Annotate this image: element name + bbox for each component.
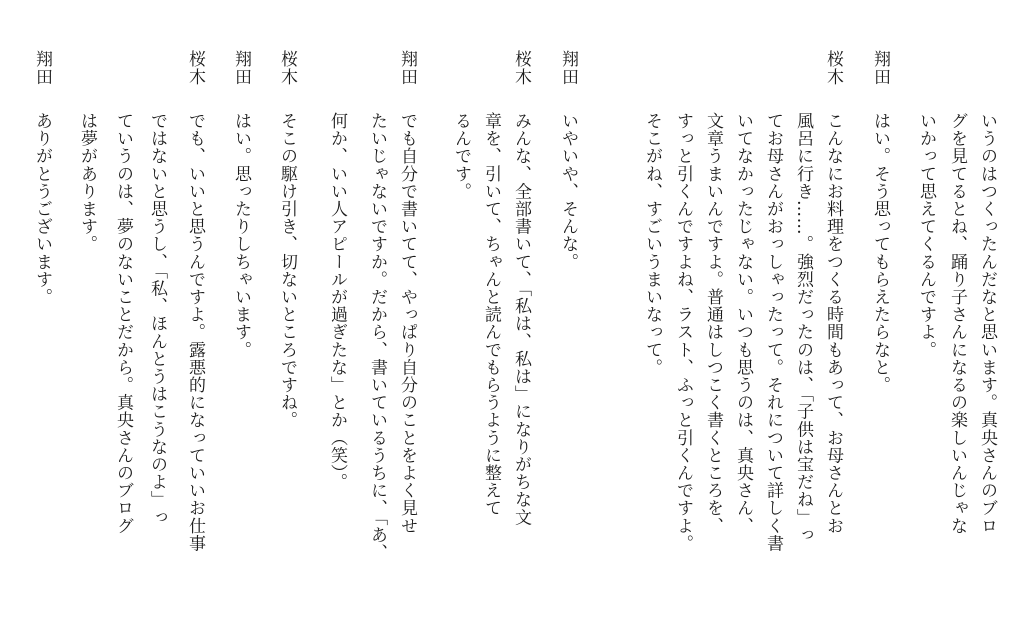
text-column — [698, 0, 728, 640]
text-column — [728, 0, 758, 640]
dialogue-line: てお母さんがおっしゃったって。それについて詳しく書 — [763, 112, 783, 552]
dialogue-line: でも、いいと思うんですよ。露悪的になっていいお仕事 — [185, 112, 205, 552]
text-column — [506, 0, 536, 640]
dialogue-line: でも自分で書いてて、やっぱり自分のことをよく見せ — [397, 112, 417, 535]
speaker-name: 翔田 — [558, 50, 578, 86]
dialogue-line: ありがとうございます。 — [32, 112, 52, 306]
dialogue-line: こんなにお料理をつくる時間もあって、お母さんとお — [823, 112, 843, 535]
text-column — [108, 0, 138, 640]
text-column — [553, 0, 583, 640]
dialogue-line: 章を、引いて、ちゃんと読んでもらうように整えて — [481, 112, 501, 517]
dialogue-line: そこの駆け引き、切ないところですね。 — [277, 112, 297, 429]
dialogue-line: みんな、全部書いて、「私は、私は」になりがちな文 — [511, 112, 531, 526]
text-column — [972, 0, 1002, 640]
text-column — [865, 0, 895, 640]
dialogue-line: いうのはつくったんだなと思います。真央さんのブロ — [977, 112, 997, 535]
speaker-name: 桜木 — [277, 50, 297, 86]
dialogue-line: そこがね、すごいうまいなって。 — [642, 112, 662, 376]
dialogue-line: は夢があります。 — [77, 112, 97, 253]
text-column — [0, 0, 16, 640]
text-column — [942, 0, 972, 640]
text-column — [142, 0, 172, 640]
speaker-name: 翔田 — [397, 50, 417, 86]
dialogue-line: いかって思えてくるんですよ。 — [916, 112, 936, 359]
text-column — [226, 0, 256, 640]
dialogue-line: 何か、いい人アピールが過ぎたな」とか（笑）。 — [327, 112, 347, 491]
dialogue-line: いてなかったじゃない。いつも思うのは、真央さん、 — [733, 112, 753, 535]
speaker-name: 翔田 — [231, 50, 251, 86]
text-column — [27, 0, 57, 640]
text-column — [272, 0, 302, 640]
text-column — [788, 0, 818, 640]
speaker-name: 桜木 — [511, 50, 531, 86]
speaker-name: 桜木 — [823, 50, 843, 86]
text-column — [911, 0, 941, 640]
text-column — [637, 0, 667, 640]
dialogue-line: ていうのは、夢のないことだから。真央さんのブログ — [113, 112, 133, 535]
text-column — [476, 0, 506, 640]
text-column — [818, 0, 848, 640]
dialogue-line — [0, 112, 16, 632]
text-column — [668, 0, 698, 640]
dialogue-line: いやいや、そんな。 — [558, 112, 578, 271]
dialogue-line: ではないと思うし、「私、ほんとうはこうなのよ」っ — [147, 112, 167, 526]
dialogue-line: はい。そう思ってもらえたらなと。 — [870, 112, 890, 394]
dialogue-line: るんです。 — [451, 112, 471, 200]
text-column — [362, 0, 392, 640]
text-column — [446, 0, 476, 640]
dialogue-line: はい。思ったりしちゃいます。 — [231, 112, 251, 359]
speaker-name: 翔田 — [32, 50, 52, 86]
dialogue-line: 風呂に行き……。強烈だったのは、「子供は宝だね」っ — [793, 112, 813, 544]
dialogue-line: 文章うまいんですよ。普通はしつこく書くところを、 — [703, 112, 723, 535]
text-column — [392, 0, 422, 640]
text-column — [322, 0, 352, 640]
dialogue-line: すっと引くんですよね、ラスト、ふっと引くんですよ。 — [673, 112, 693, 552]
speaker-name: 翔田 — [870, 50, 890, 86]
text-column — [758, 0, 788, 640]
dialogue-line: たいじゃないですか。だから、書いているうちに、「あ、 — [367, 112, 387, 562]
text-column — [180, 0, 210, 640]
dialogue-line: グを見てるとね、踊り子さんになるの楽しいんじゃな — [947, 112, 967, 535]
speaker-name: 桜木 — [185, 50, 205, 86]
text-column — [72, 0, 102, 640]
